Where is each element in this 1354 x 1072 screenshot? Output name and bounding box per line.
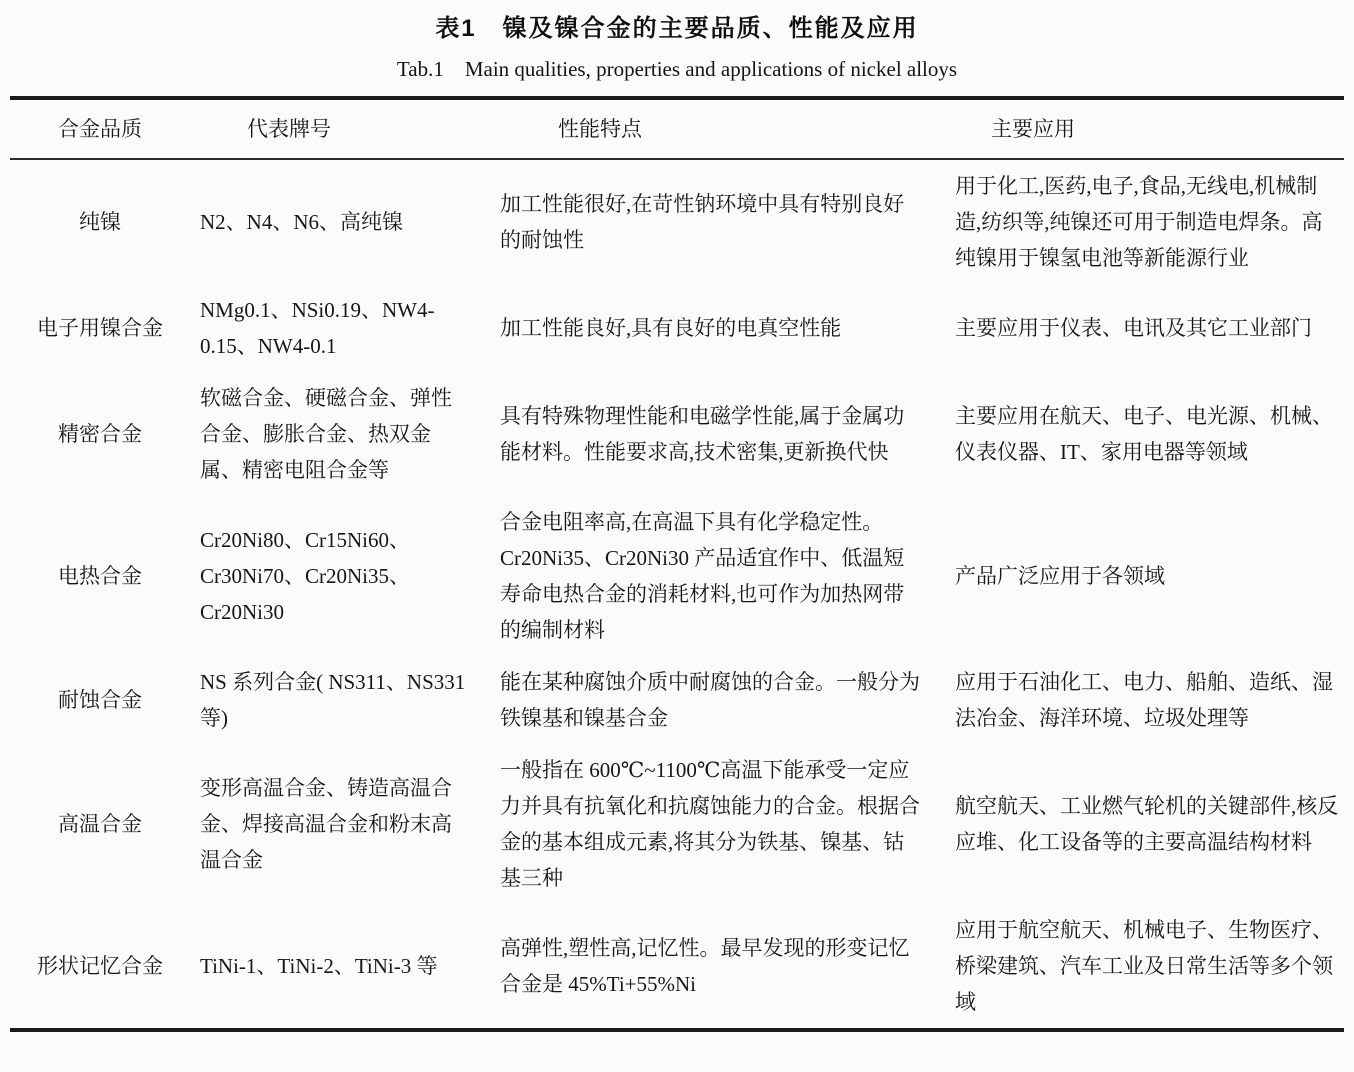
table-title-en: Tab.1 Main qualities, properties and applications of nickel alloys: [396, 57, 958, 81]
cell-applications: 应用于航空航天、机械电子、生物医疗、桥梁建筑、汽车工业及日常生活等多个领域: [955, 918, 1333, 1014]
header-alloy-quality: 合金品质: [10, 98, 190, 159]
cell-properties: 一般指在 600℃~1100℃高温下能承受一定应力并具有抗氧化和抗腐蚀能力的合金。根据合金的基本组成元素,将其分为铁基、镍基、钴基三种: [500, 758, 920, 890]
table-header-row: [10, 98, 1344, 159]
cell-grades: NS 系列合金( NS311、NS331 等): [200, 670, 466, 730]
table-row: [10, 656, 1344, 744]
cell-quality: 电热合金: [58, 564, 142, 588]
table-row: [10, 159, 1344, 284]
cell-properties: 合金电阻率高,在高温下具有化学稳定性。Cr20Ni35、Cr20Ni30 产品适宜作中、低温短寿命电热合金的消耗材料,也可作为加热网带的编制材料: [500, 510, 905, 642]
cell-quality: 形状记忆合金: [37, 954, 163, 978]
cell-properties: 具有特殊物理性能和电磁学性能,属于金属功能材料。性能要求高,技术密集,更新换代快: [500, 404, 905, 464]
cell-grades: TiNi-1、TiNi-2、TiNi-3 等: [200, 954, 438, 978]
table-title-zh: 表1 镍及镍合金的主要品质、性能及应用: [435, 15, 919, 42]
cell-quality: 高温合金: [58, 812, 142, 836]
cell-grades: NMg0.1、NSi0.19、NW4-0.15、NW4-0.1: [200, 298, 435, 358]
cell-grades: 变形高温合金、铸造高温合金、焊接高温合金和粉末高温合金: [200, 776, 452, 872]
cell-properties: 加工性能很好,在苛性钠环境中具有特别良好的耐蚀性: [500, 192, 905, 252]
cell-applications: 应用于石油化工、电力、船舶、造纸、湿法冶金、海洋环境、垃圾处理等: [955, 670, 1333, 730]
cell-grades: 软磁合金、硬磁合金、弹性合金、膨胀合金、热双金属、精密电阻合金等: [200, 386, 452, 482]
cell-applications: 主要应用于仪表、电讯及其它工业部门: [955, 316, 1312, 340]
cell-properties: 高弹性,塑性高,记忆性。最早发现的形变记忆合金是 45%Ti+55%Ni: [500, 936, 910, 996]
table-row: [10, 372, 1344, 496]
header-representative-grades: 代表牌号: [190, 98, 480, 159]
cell-applications: 主要应用在航天、电子、电光源、机械、仪表仪器、IT、家用电器等领域: [955, 404, 1333, 464]
cell-applications: 航空航天、工业燃气轮机的关键部件,核反应堆、化工设备等的主要高温结构材料: [955, 794, 1339, 854]
header-performance-features: 性能特点: [480, 98, 925, 159]
cell-applications: 产品广泛应用于各领域: [955, 564, 1165, 588]
header-main-applications: 主要应用: [925, 98, 1344, 159]
cell-properties: 能在某种腐蚀介质中耐腐蚀的合金。一般分为铁镍基和镍基合金: [500, 670, 920, 730]
cell-quality: 电子用镍合金: [37, 316, 163, 340]
alloy-table: [10, 96, 1344, 1032]
cell-quality: 精密合金: [58, 422, 142, 446]
cell-applications: 用于化工,医药,电子,食品,无线电,机械制造,纺织等,纯镍还可用于制造电焊条。高纯镍用于镍氢电池等新能源行业: [955, 174, 1323, 270]
table-row: [10, 744, 1344, 904]
table-row: [10, 904, 1344, 1030]
table-row: [10, 284, 1344, 372]
table-row: [10, 496, 1344, 656]
cell-grades: Cr20Ni80、Cr15Ni60、Cr30Ni70、Cr20Ni35、Cr20Ni30: [200, 528, 410, 624]
cell-quality: 耐蚀合金: [58, 688, 142, 712]
cell-grades: N2、N4、N6、高纯镍: [200, 210, 403, 234]
cell-properties: 加工性能良好,具有良好的电真空性能: [500, 316, 842, 340]
cell-quality: 纯镍: [79, 210, 121, 234]
